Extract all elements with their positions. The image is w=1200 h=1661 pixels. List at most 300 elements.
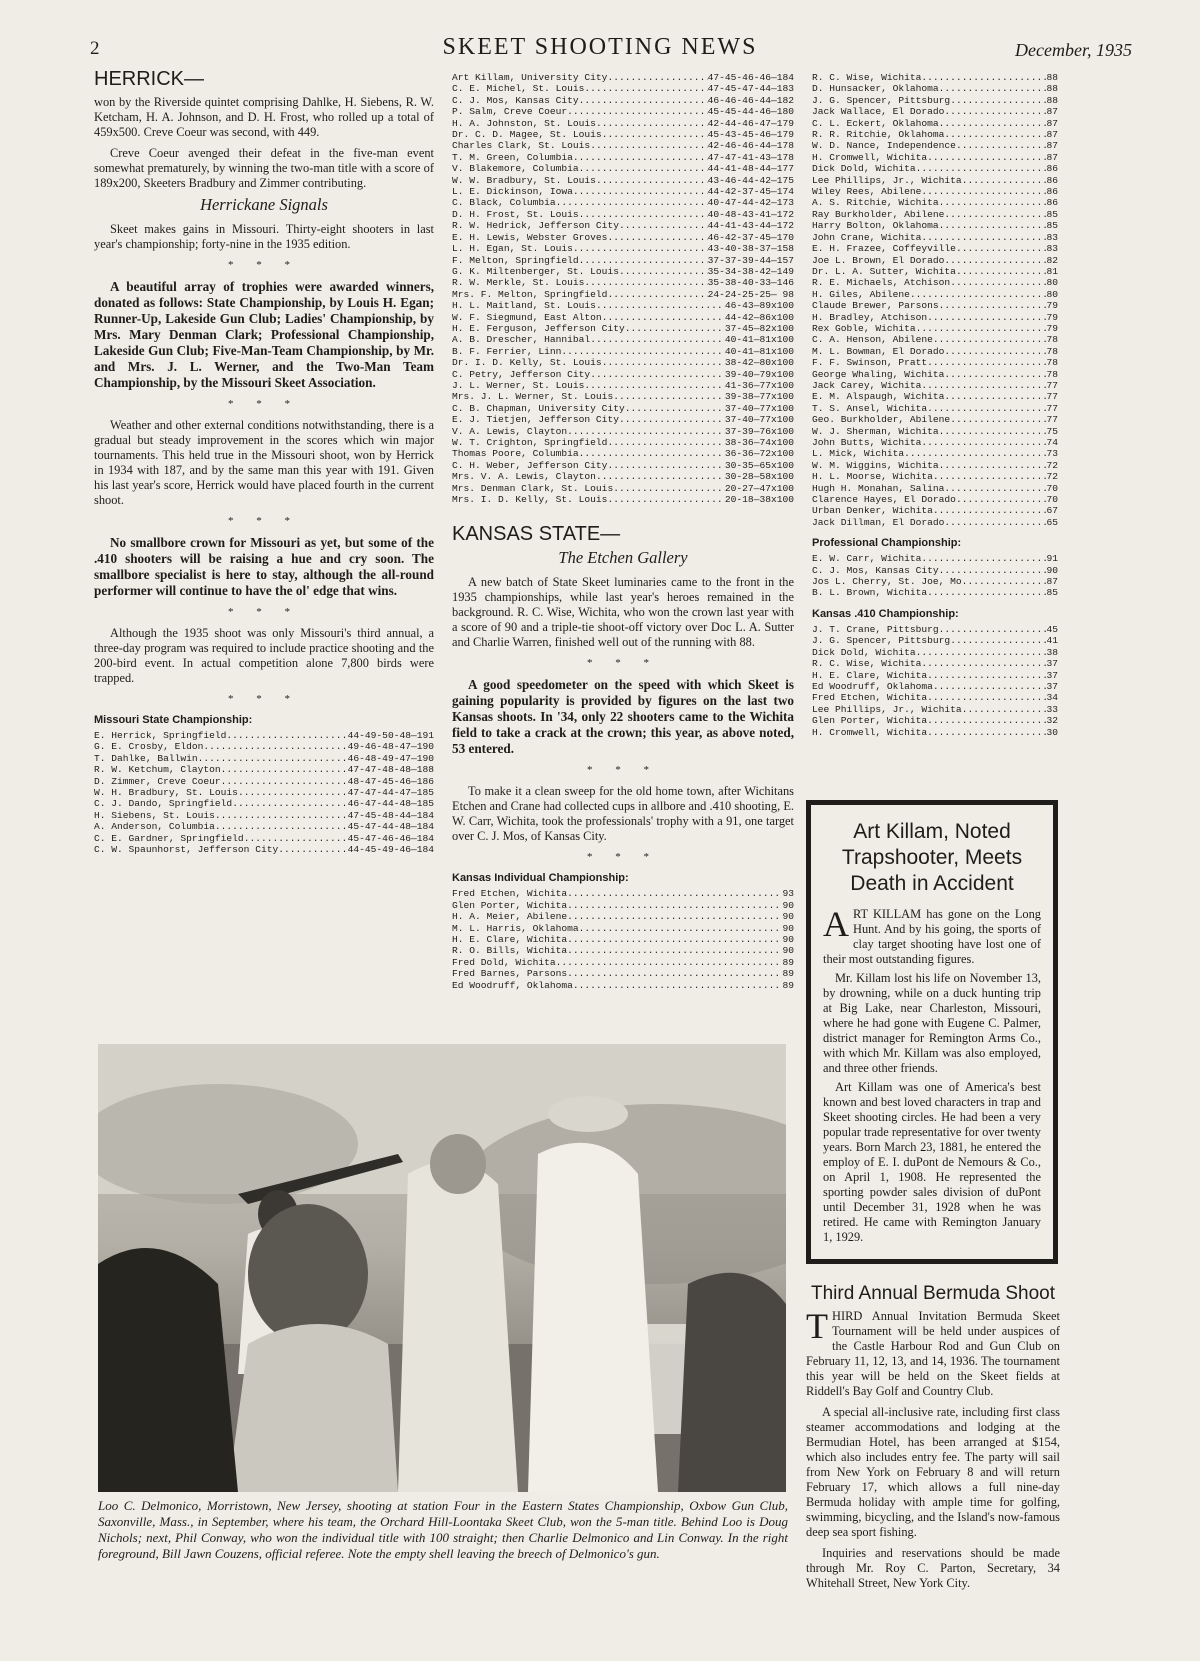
score: 49-46-48-47—190 xyxy=(347,741,434,753)
score-row xyxy=(812,220,1058,231)
score-row xyxy=(452,232,794,243)
dot-leader xyxy=(939,460,1047,471)
dot-leader xyxy=(584,83,707,94)
score: 45-47-44-48—184 xyxy=(347,821,434,833)
section-divider: * * * xyxy=(228,693,300,705)
shooter-name: Jack Carey, Wichita xyxy=(812,379,922,391)
photo-caption: Loo C. Delmonico, Morristown, New Jersey, shooting at station Four in the Eastern States Championship, Oxbow Gun Club, Saxonville, Mass., in September, where his team, the Orchard Hill-Loontaka Skeet Club, won the 5-man title. Behind Loo is Doug Nichols; next, Phil Conway, who won the individual title with 100 straight; then Charlie Delmonico and Lin Conway. In the right foreground, Bill Jawn Couzens, official referee. Note the empty shell leaving the breech of Delmonico's gun. xyxy=(98,1498,788,1561)
score-row xyxy=(812,289,1058,300)
score: 86 xyxy=(1046,197,1058,209)
shooter-name: A. Anderson, Columbia xyxy=(94,821,215,833)
shooter-name: R. W. Ketchum, Clayton xyxy=(94,764,221,776)
dot-leader xyxy=(910,289,1047,300)
bermuda-paragraph-text: HIRD Annual Invitation Bermuda Skeet Tournament will be held under auspices of the Castle Harbour Rod and Gun Club on February 11, 12, 13, and 14, 1936. The tournament this year will be held on the Skeet fields at Riddell's Bay Golf and Country Club. xyxy=(806,1309,1060,1398)
dot-leader xyxy=(613,483,725,494)
dot-leader xyxy=(939,197,1047,208)
shooter-name: Thomas Poore, Columbia xyxy=(452,448,579,460)
score-row xyxy=(812,460,1058,471)
score-row xyxy=(94,844,434,855)
dot-leader xyxy=(590,140,707,151)
score: 37-40—77x100 xyxy=(724,414,794,426)
dot-leader xyxy=(607,289,707,300)
dot-leader xyxy=(596,118,708,129)
shooter-name: A. B. Drescher, Hannibal xyxy=(452,334,591,346)
shooter-name: Jos L. Cherry, St. Joe, Mo. xyxy=(812,576,968,588)
shooter-name: D. Zimmer, Creve Coeur xyxy=(94,775,221,787)
dot-leader xyxy=(215,810,348,821)
score: 45-43-45-46—179 xyxy=(707,129,794,141)
dot-leader xyxy=(203,741,347,752)
shooter-name: J. G. Spencer, Pittsburg xyxy=(812,94,951,106)
killam-paragraph xyxy=(823,904,1041,967)
score: 35-34-38-42—149 xyxy=(707,265,794,277)
score-row xyxy=(452,175,794,186)
dot-leader xyxy=(579,448,725,459)
score-row xyxy=(452,255,794,266)
score: 47-47-44-47—185 xyxy=(347,787,434,799)
score: 89 xyxy=(782,956,794,968)
shooter-name: H. E. Ferguson, Jefferson City xyxy=(452,322,625,334)
dot-leader xyxy=(927,403,1046,414)
shooter-name: M. L. Bowman, El Dorado xyxy=(812,345,945,357)
score: 65 xyxy=(1046,516,1058,528)
killam-obituary-box xyxy=(806,800,1058,1264)
dot-leader xyxy=(590,334,725,345)
score: 42-44-46-47—179 xyxy=(707,117,794,129)
dot-leader xyxy=(944,391,1046,402)
killam-paragraph-text: RT KILLAM has gone on the Long Hunt. And by his going, the sports of clay target shooting have lost one of their most outstanding figures. xyxy=(823,907,1041,966)
score-row xyxy=(94,730,434,741)
score-row xyxy=(452,414,794,425)
dot-leader xyxy=(927,692,1046,703)
dot-leader xyxy=(956,266,1047,277)
dot-leader xyxy=(625,403,725,414)
score: 37 xyxy=(1046,680,1058,692)
score: 44-45-49-46—184 xyxy=(347,844,434,856)
score: 30-28—58x100 xyxy=(724,471,794,483)
dot-leader xyxy=(607,72,707,83)
herrick-paragraph: Skeet makes gains in Missouri. Thirty-eight shooters in last year's championship; forty-nine in the 1935 edition. xyxy=(94,222,434,251)
score-row xyxy=(452,957,794,968)
dot-leader xyxy=(590,369,725,380)
dot-leader xyxy=(567,900,782,911)
score-row xyxy=(452,911,794,922)
score-row xyxy=(812,152,1058,163)
kansas-score-table-continued xyxy=(812,72,1058,528)
score: 90 xyxy=(782,945,794,957)
score-row xyxy=(452,968,794,979)
score-row xyxy=(812,346,1058,357)
shooter-name: R. R. Ritchie, Oklahoma xyxy=(812,129,945,141)
score-row xyxy=(94,833,434,844)
shooter-name: R. W. Merkle, St. Louis xyxy=(452,277,585,289)
dot-leader xyxy=(613,391,725,402)
dot-leader xyxy=(573,186,708,197)
dot-leader xyxy=(607,437,724,448)
score-row xyxy=(452,140,794,151)
shooter-name: E. Herrick, Springfield xyxy=(94,730,227,741)
score-row xyxy=(812,727,1058,738)
shooter-name: C. H. Weber, Jefferson City xyxy=(452,459,608,471)
score-row xyxy=(812,670,1058,681)
dot-leader xyxy=(927,727,1046,738)
dot-leader xyxy=(927,587,1046,598)
score: 85 xyxy=(1046,220,1058,232)
shooter-name: Clarence Hayes, El Dorado xyxy=(812,494,956,506)
score-row xyxy=(452,95,794,106)
score: 41-36—77x100 xyxy=(724,379,794,391)
dot-leader xyxy=(921,380,1046,391)
score-row xyxy=(452,391,794,402)
score: 86 xyxy=(1046,186,1058,198)
shooter-name: H. L. Maitland, St. Louis xyxy=(452,300,596,312)
dot-leader xyxy=(904,448,1046,459)
score-row xyxy=(812,426,1058,437)
dot-leader xyxy=(939,565,1047,576)
shooter-name: Harry Bolton, Oklahoma xyxy=(812,220,939,232)
shooter-name: Dr. I. D. Kelly, St. Louis xyxy=(452,357,602,369)
shooter-name: Jack Dillman, El Dorado xyxy=(812,516,945,528)
shooter-name: C. L. Eckert, Oklahoma xyxy=(812,117,939,129)
score-row xyxy=(812,471,1058,482)
dot-leader xyxy=(596,471,725,482)
dot-leader xyxy=(950,414,1046,425)
herrick-paragraph-bold: A beautiful array of trophies were awarded winners, donated as follows: State Championship, by Louis H. Egan; Runner-Up, Lakeside Gun Club; Ladies' Championship, by Mrs. Mary Denman Clark; Professional Championship, Lakeside Gun Club; Five-Man-Team Championship, by Mr. and Mrs. J. L. Werner, and the Two-Man Team Championship, by the Missouri Skeet Association. xyxy=(94,279,434,390)
score: 80 xyxy=(1046,288,1058,300)
score-row xyxy=(812,255,1058,266)
score: 44-42—86x100 xyxy=(724,311,794,323)
score-row xyxy=(452,277,794,288)
killam-paragraph: Art Killam was one of America's best known and best loved characters in trap and Skeet shooting circles. He had been a very popular trade representative for over twenty years. Born March 23, 1881, he entered the employ of E. I. duPont de Nemours & Co., on April 1, 1908. He represented the sporting powder sales division of duPont until December 31, 1928 when he was retired. He came with Remington January 1, 1929. xyxy=(823,1080,1041,1244)
kansas-paragraph: To make it a clean sweep for the old home town, after Wichitans Etchen and Crane had collected cups in allbore and .410 shooting, E. W. Carr, Wichita, took the professionals' trophy with a 91, one target over C. J. Mos, of Kansas City. xyxy=(452,784,794,844)
etchen-gallery-heading: The Etchen Gallery xyxy=(558,548,688,568)
score: 78 xyxy=(1046,334,1058,346)
section-divider: * * * xyxy=(228,515,300,527)
dot-leader xyxy=(916,163,1047,174)
herrick-paragraph: won by the Riverside quintet comprising Dahlke, H. Siebens, R. W. Ketcham, H. A. Johnson, and D. H. Frost, who rolled up a total of 459x500. Creve Coeur was second, with 449. xyxy=(94,95,434,139)
right-column xyxy=(812,72,1058,738)
score: 90 xyxy=(782,922,794,934)
shooter-name: H. A. Johnston, St. Louis xyxy=(452,117,596,129)
shooter-name: Wiley Rees, Abilene xyxy=(812,186,922,198)
score: 38 xyxy=(1046,646,1058,658)
shooter-name: C. J. Mos, Kansas City xyxy=(452,94,579,106)
shooter-name: C. Black, Columbia xyxy=(452,197,556,209)
score: 44-41-43-44—172 xyxy=(707,220,794,232)
score-row xyxy=(452,323,794,334)
score: 90 xyxy=(782,911,794,923)
kansas-410-table-heading: Kansas .410 Championship: xyxy=(812,607,959,620)
score: 46-43—89x100 xyxy=(724,300,794,312)
score-row xyxy=(812,334,1058,345)
score: 40-41—81x100 xyxy=(724,334,794,346)
score-row xyxy=(452,923,794,934)
score-row xyxy=(94,741,434,752)
missouri-table-heading: Missouri State Championship: xyxy=(94,714,253,726)
score: 47-47-41-43—178 xyxy=(707,151,794,163)
score-row xyxy=(812,391,1058,402)
score-row xyxy=(452,300,794,311)
score: 77 xyxy=(1046,379,1058,391)
score: 41 xyxy=(1046,635,1058,647)
dot-leader xyxy=(573,152,708,163)
score-row xyxy=(812,209,1058,220)
score: 85 xyxy=(1046,587,1058,599)
score-row xyxy=(812,175,1058,186)
score: 75 xyxy=(1046,425,1058,437)
section-divider: * * * xyxy=(587,851,659,864)
kansas-paragraph: A new batch of State Skeet luminaries came to the front in the 1935 championships, while last year's heroes remained in the background. R. C. Wise, Wichita, who won the crown last year with a score of 90 and a triple-tie shoot-off victory over Doc L. A. Sutter and Charlie Warren, finished well out of the running with 88. xyxy=(452,575,794,650)
score: 47-47-48-48—188 xyxy=(347,764,434,776)
shooter-name: Art Killam, University City xyxy=(452,72,608,83)
score: 46-47-44-48—185 xyxy=(347,798,434,810)
section-divider: * * * xyxy=(228,259,300,271)
score: 87 xyxy=(1046,151,1058,163)
score: 46-42-37-45—170 xyxy=(707,231,794,243)
section-divider: * * * xyxy=(228,398,300,410)
dot-leader xyxy=(579,209,708,220)
score: 20-27—47x100 xyxy=(724,482,794,494)
score-row xyxy=(452,460,794,471)
score: 88 xyxy=(1046,83,1058,95)
score-row xyxy=(452,266,794,277)
dot-leader xyxy=(939,83,1047,94)
shooter-name: M. L. Harris, Oklahoma xyxy=(452,922,579,934)
herrickane-signals-heading: Herrickane Signals xyxy=(200,195,328,214)
score-row xyxy=(812,658,1058,669)
dot-leader xyxy=(956,140,1047,151)
dot-leader xyxy=(579,923,783,934)
dot-leader xyxy=(950,635,1046,646)
dot-leader xyxy=(939,220,1047,231)
dot-leader xyxy=(573,980,783,991)
score-row xyxy=(812,300,1058,311)
dot-leader xyxy=(962,175,1047,186)
score-row xyxy=(94,753,434,764)
score-row xyxy=(452,163,794,174)
score: 91 xyxy=(1046,553,1058,565)
score-row xyxy=(452,888,794,899)
score-row xyxy=(452,980,794,991)
dot-leader xyxy=(584,277,707,288)
score: 36-36—72x100 xyxy=(724,448,794,460)
shooter-name: Mrs. Denman Clark, St. Louis xyxy=(452,482,614,494)
dot-leader xyxy=(619,266,708,277)
score: 79 xyxy=(1046,322,1058,334)
shooter-name: E. H. Frazee, Coffeyville xyxy=(812,243,956,255)
score-row xyxy=(94,798,434,809)
shooter-name: Lee Phillips, Jr., Wichita xyxy=(812,703,962,715)
score-row xyxy=(812,312,1058,323)
dot-leader xyxy=(244,833,348,844)
score: 90 xyxy=(1046,564,1058,576)
score: 86 xyxy=(1046,163,1058,175)
score-row xyxy=(812,553,1058,564)
dot-leader xyxy=(956,243,1047,254)
kansas-score-table xyxy=(452,888,794,991)
score: 87 xyxy=(1046,140,1058,152)
shooter-name: C. A. Henson, Abilene xyxy=(812,334,933,346)
score-row xyxy=(452,448,794,459)
shooter-name: Joe L. Brown, El Dorado xyxy=(812,254,945,266)
dot-leader xyxy=(916,647,1047,658)
score: 81 xyxy=(1046,265,1058,277)
dot-leader xyxy=(927,152,1046,163)
shooter-name: Ed Woodruff, Oklahoma xyxy=(812,680,933,692)
score-row xyxy=(452,209,794,220)
score: 47-45-48-44—184 xyxy=(347,809,434,821)
shooter-name: Mrs. F. Melton, Springfield xyxy=(452,288,608,300)
score-row xyxy=(812,369,1058,380)
score: 67 xyxy=(1046,505,1058,517)
score: 83 xyxy=(1046,243,1058,255)
score-row xyxy=(812,380,1058,391)
score-row xyxy=(452,437,794,448)
dot-leader xyxy=(921,658,1046,669)
score-row xyxy=(94,764,434,775)
dot-leader xyxy=(921,72,1046,83)
score-row xyxy=(452,220,794,231)
page-number: 2 xyxy=(90,38,100,59)
score: 80 xyxy=(1046,277,1058,289)
score: 47-45-46-46—184 xyxy=(707,72,794,83)
score: 40-47-44-42—173 xyxy=(707,197,794,209)
score-row xyxy=(812,232,1058,243)
shooter-name: F. F. Swinson, Pratt xyxy=(812,357,928,369)
score: 78 xyxy=(1046,345,1058,357)
score-row xyxy=(812,266,1058,277)
shooter-name: John Butts, Wichita xyxy=(812,437,922,448)
shooter-name: Claude Brewer, Parsons xyxy=(812,300,939,312)
dot-leader xyxy=(944,369,1046,380)
shooter-name: D. H. Frost, St. Louis xyxy=(452,208,579,220)
shooter-name: B. F. Ferrier, Linn xyxy=(452,345,562,357)
kansas-table-heading: Kansas Individual Championship: xyxy=(452,872,629,885)
dot-leader xyxy=(579,95,708,106)
bermuda-paragraph: Inquiries and reservations should be made through Mr. Roy C. Parton, Secretary, 34 Whitehall Street, New York City. xyxy=(806,1546,1060,1590)
score-row xyxy=(812,129,1058,140)
score: 44-42-37-45—174 xyxy=(707,186,794,198)
score: 44-49-50-48—191 xyxy=(347,730,434,741)
score: 48-47-45-46—186 xyxy=(347,775,434,787)
shooter-name: T. S. Ansel, Wichita xyxy=(812,402,928,414)
bermuda-paragraph: A special all-inclusive rate, including first class steamer accommodations and lodging at the Bermudian Hotel, has been arranged at $154, which also includes entry fee. The party will sail from New York on February 8 and will return February 17, which allows a full nine-day Bermuda holiday with ample time for golfing, swimming, bicycling, and the Island's now-famous deep sea sport fishing. xyxy=(806,1405,1060,1539)
score-row xyxy=(94,821,434,832)
shooter-name: Ray Burkholder, Abilene xyxy=(812,208,945,220)
killam-paragraph: Mr. Killam lost his life on November 13, by drowning, while on a duck hunting trip at Big Lake, near Charleston, Missouri, where he had gone with Eugene C. Palmer, district manager for Remington Arms Co., with which Mr. Killam was also employed, and three other friends. xyxy=(823,971,1041,1075)
dot-leader xyxy=(567,888,782,899)
score-row xyxy=(452,357,794,368)
shooter-name: H. Cromwell, Wichita xyxy=(812,726,928,738)
dot-leader xyxy=(573,243,708,254)
shooter-name: P. Salm, Creve Coeur xyxy=(452,106,568,118)
dot-leader xyxy=(602,312,725,323)
shooter-name: L. E. Dickinson, Iowa xyxy=(452,186,573,198)
score-row xyxy=(812,576,1058,587)
dot-leader xyxy=(921,186,1046,197)
score: 89 xyxy=(782,968,794,980)
dot-leader xyxy=(561,346,725,357)
score: 89 xyxy=(782,979,794,991)
score-row xyxy=(452,945,794,956)
score: 93 xyxy=(782,888,794,900)
professional-score-table xyxy=(812,553,1058,599)
shooter-name: W. W. Bradbury, St. Louis xyxy=(452,174,596,186)
shooter-name: B. L. Brown, Wichita xyxy=(812,587,928,599)
herrick-heading: HERRICK— xyxy=(94,68,205,90)
score-row xyxy=(452,152,794,163)
dot-leader xyxy=(619,220,708,231)
score-row xyxy=(812,186,1058,197)
shooter-name: Dick Dold, Wichita xyxy=(812,163,916,175)
bermuda-heading: Third Annual Bermuda Shoot xyxy=(811,1283,1055,1304)
score: 42-46-46-44—178 xyxy=(707,140,794,152)
dot-leader xyxy=(956,494,1047,505)
dot-leader xyxy=(933,681,1047,692)
dot-leader xyxy=(944,255,1046,266)
shooter-name: Dick Dold, Wichita xyxy=(812,646,916,658)
shooter-name: C. Petry, Jefferson City xyxy=(452,368,591,380)
dot-leader xyxy=(944,129,1046,140)
dot-leader xyxy=(921,553,1046,564)
shooter-name: Fred Etchen, Wichita xyxy=(812,692,928,704)
dot-leader xyxy=(215,821,348,832)
score-row xyxy=(812,647,1058,658)
score: 77 xyxy=(1046,402,1058,414)
dot-leader xyxy=(556,957,783,968)
score-row xyxy=(812,118,1058,129)
dot-leader xyxy=(602,357,725,368)
score: 90 xyxy=(782,934,794,946)
shooter-name: T. Dahlke, Ballwin xyxy=(94,752,198,764)
score: 20-18—38x100 xyxy=(724,494,794,506)
shooter-name: H. Cromwell, Wichita xyxy=(812,151,928,163)
score-row xyxy=(812,403,1058,414)
score: 37-37-39-44—157 xyxy=(707,254,794,266)
shooter-name: Rex Goble, Wichita xyxy=(812,322,916,334)
photo-illustration xyxy=(98,1044,786,1492)
score: 47-45-47-44—183 xyxy=(707,83,794,95)
shooter-name: C. J. Mos, Kansas City xyxy=(812,564,939,576)
dot-leader xyxy=(927,357,1046,368)
score: 37-40—77x100 xyxy=(724,402,794,414)
dot-leader xyxy=(226,730,347,741)
dot-leader xyxy=(567,106,707,117)
score-row xyxy=(452,494,794,505)
killam-heading: Art Killam, Noted Trapshooter, Meets Death in Accident xyxy=(841,820,1023,895)
dot-leader xyxy=(278,844,347,855)
shooter-name: C. J. Dando, Springfield xyxy=(94,798,233,810)
herrick-paragraph: Weather and other external conditions notwithstanding, there is a gradual but steady improvement in the scores which win major tournaments. This held true in the Missouri shoot, won by Herrick in 1934 with 187, and by the same man this year with 191. Given his last year's score, Herrick would have placed fourth in the current shoot. xyxy=(94,418,434,507)
shooter-name: H. Bradley, Atchison xyxy=(812,311,928,323)
dot-leader xyxy=(619,414,725,425)
shooter-name: T. M. Green, Columbia xyxy=(452,151,573,163)
score-row xyxy=(812,197,1058,208)
shooter-name: Mrs. J. L. Werner, St. Louis xyxy=(452,391,614,403)
shooter-name: Charles Clark, St. Louis xyxy=(452,140,591,152)
score-row xyxy=(452,900,794,911)
missouri-score-table xyxy=(94,730,434,855)
dot-leader xyxy=(567,426,725,437)
shooter-name: E. J. Tietjen, Jefferson City xyxy=(452,414,619,426)
shooter-name: John Crane, Wichita xyxy=(812,231,922,243)
score-row xyxy=(812,704,1058,715)
score-row xyxy=(812,72,1058,83)
score-row xyxy=(452,106,794,117)
dot-leader xyxy=(939,300,1047,311)
score-row xyxy=(452,483,794,494)
score-row xyxy=(812,437,1058,448)
